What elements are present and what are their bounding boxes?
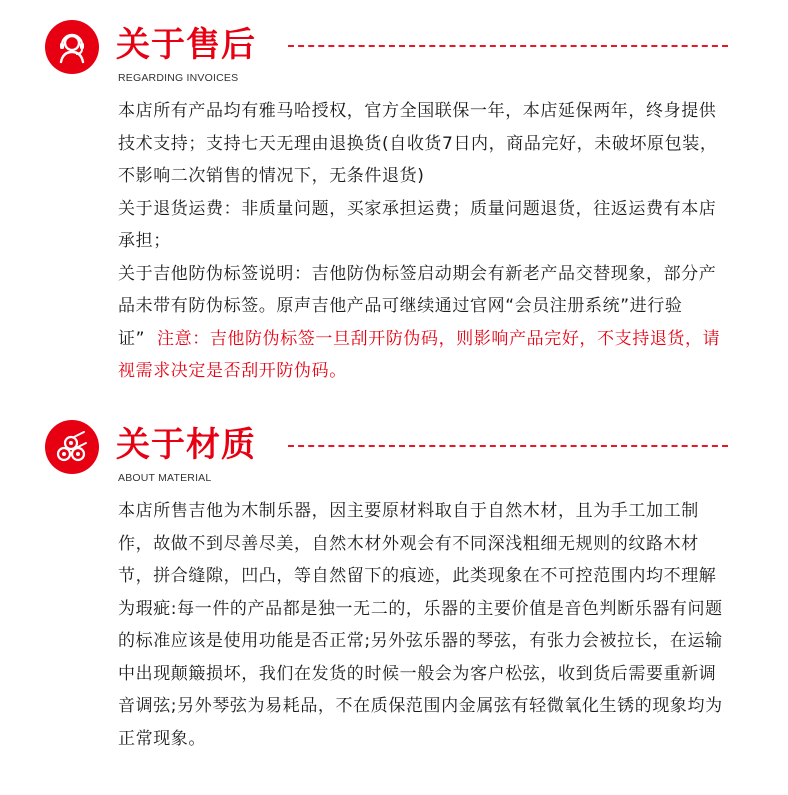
headset-person-icon (45, 20, 99, 74)
anti-counterfeit-warning: 注意：吉他防伪标签一旦刮开防伪码，则影响产品完好，不支持退货，请视需求决定是否刮开防伪码。 (118, 328, 721, 381)
section-divider (288, 445, 728, 447)
after-sales-paragraph-label (118, 258, 730, 388)
material-paragraph: 本店所售吉他为木制乐器，因主要原材料取自于自然木材，且为手工加工制作，故做不到尽善尽美，自然木材外观会有不同深浅粗细无规则的纹路木材节，拼合缝隙，凹凸，等自然留下的痕迹，此类现象在不可控范围内均不理解为瑕疵:每一件的产品都是独一无二的，乐器的主要价值是音色判断乐器有问题的标准应该是使用功能是否正常;另外弦乐器的琴弦，有张力会被拉长，在运输中出现颠簸损坏，我们在发货的时候一般会为客户松弦，收到货后需要重新调音调弦;另外琴弦为易耗品，不在质保范围内金属弦有轻微氧化生锈的现象均为正常现象。 (118, 501, 723, 749)
after-sales-paragraph-warranty: 本店所有产品均有雅马哈授权，官方全国联保一年，本店延保两年，终身提供技术支持；支持七天无理由退换货(自收货7日内，商品完好，未破坏原包装，不影响二次销售的情况下，无条件退货) (118, 101, 718, 186)
wood-logs-icon (45, 420, 99, 474)
section-divider (288, 45, 728, 47)
section-title-material: 关于材质 (116, 425, 256, 465)
anti-counterfeit-text: 关于吉他防伪标签说明：吉他防伪标签启动期会有新老产品交替现象，部分产品未带有防伪标签。原声吉他产品可继续通过官网“会员注册系统”进行验证” (118, 263, 717, 349)
after-sales-paragraph-shipping: 关于退货运费：非质量问题，买家承担运费；质量问题退货，往返运费有本店承担； (118, 198, 717, 251)
section-subtitle-after-sales: REGARDING INVOICES (118, 72, 239, 84)
material-body (118, 495, 730, 755)
section-subtitle-material: ABOUT MATERIAL (118, 472, 212, 484)
after-sales-body (118, 95, 730, 388)
section-title-after-sales: 关于售后 (116, 25, 256, 65)
